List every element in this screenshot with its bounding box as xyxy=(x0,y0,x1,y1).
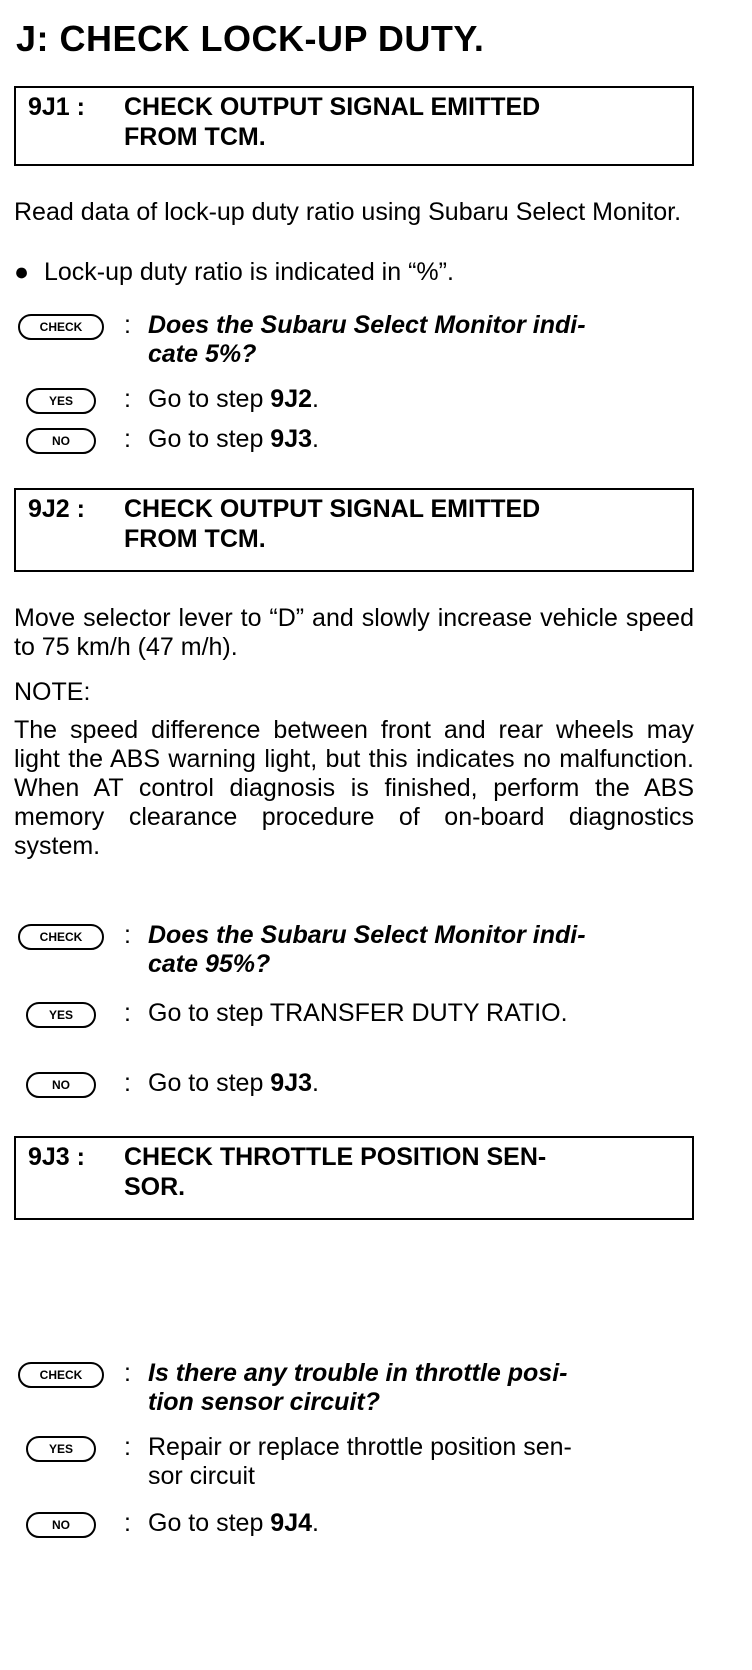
yes-answer: Go to step TRANSFER DUTY RATIO. xyxy=(148,999,568,1027)
step-id: 9J2 : xyxy=(28,495,85,523)
answer-text: . xyxy=(312,385,319,413)
answer-line: sor circuit xyxy=(148,1462,255,1490)
instruction-text: Move selector lever to “D” and slowly increase vehicle speed to 75 km/h (47 m/h). xyxy=(14,604,694,661)
step-link[interactable]: 9J3 xyxy=(270,425,313,453)
step-title-line: FROM TCM. xyxy=(124,123,266,151)
step-header-9j1 xyxy=(14,86,694,166)
check-row xyxy=(18,1359,698,1426)
bullet-text: Lock-up duty ratio is indicated in “%”. xyxy=(44,258,454,286)
colon: : xyxy=(124,1069,131,1097)
no-answer xyxy=(148,1509,708,1538)
colon: : xyxy=(124,1509,131,1537)
step-title xyxy=(124,494,682,554)
answer-text: . xyxy=(312,425,319,453)
note-label: NOTE: xyxy=(14,678,91,706)
question-line: cate 5%? xyxy=(148,340,257,368)
step-title xyxy=(124,92,682,152)
no-row xyxy=(18,1509,698,1546)
check-badge-icon: CHECK xyxy=(18,314,104,340)
no-badge-icon: NO xyxy=(26,1512,96,1538)
step-link[interactable]: 9J4 xyxy=(270,1509,313,1537)
step-title xyxy=(124,1142,682,1202)
yes-row xyxy=(18,999,698,1036)
yes-badge-icon: YES xyxy=(26,1002,96,1028)
page-title: J: CHECK LOCK-UP DUTY. xyxy=(16,18,485,59)
question-line: Does the Subaru Select Monitor indi- xyxy=(148,921,586,949)
yes-badge-icon: YES xyxy=(26,1436,96,1462)
yes-badge-icon: YES xyxy=(26,388,96,414)
step-title-line: SOR. xyxy=(124,1173,186,1201)
step-link[interactable]: 9J2 xyxy=(270,385,313,413)
step-header-9j3 xyxy=(14,1136,694,1220)
yes-row xyxy=(18,385,698,422)
check-question xyxy=(148,311,708,369)
yes-answer xyxy=(148,385,708,414)
check-question xyxy=(148,1359,708,1417)
check-row xyxy=(18,311,698,378)
step-title-line: FROM TCM. xyxy=(124,525,266,553)
check-badge-icon: CHECK xyxy=(18,924,104,950)
answer-text: Go to step xyxy=(148,425,271,453)
answer-line: Repair or replace throttle position sen- xyxy=(148,1433,572,1461)
bullet-dot-icon: ● xyxy=(14,258,30,286)
colon: : xyxy=(124,425,131,453)
step-title-line: CHECK OUTPUT SIGNAL EMITTED xyxy=(124,93,541,121)
step-id: 9J3 : xyxy=(28,1143,85,1171)
answer-text: Go to step xyxy=(148,1069,271,1097)
check-question xyxy=(148,921,708,979)
step-id: 9J1 : xyxy=(28,93,85,121)
no-badge-icon: NO xyxy=(26,428,96,454)
answer-text: . xyxy=(312,1509,319,1537)
no-answer xyxy=(148,425,708,454)
question-line: cate 95%? xyxy=(148,950,271,978)
question-line: Is there any trouble in throttle posi- xyxy=(148,1359,568,1387)
step-link[interactable]: 9J3 xyxy=(270,1069,313,1097)
instruction-text: Read data of lock-up duty ratio using Subaru Select Monitor. xyxy=(14,198,682,226)
answer-text: . xyxy=(312,1069,319,1097)
no-badge-icon: NO xyxy=(26,1072,96,1098)
check-row xyxy=(18,921,698,988)
note-text: The speed difference between front and rear wheels may light the ABS warning light, but this indicates no malfunction. When AT control diagnosis is finished, perform the ABS memory clearance procedure of on-board diagnostics system. xyxy=(14,716,694,860)
answer-text: Go to step xyxy=(148,1509,271,1537)
colon: : xyxy=(124,1433,131,1461)
colon: : xyxy=(124,1359,131,1387)
no-row xyxy=(18,425,698,462)
answer-text: Go to step xyxy=(148,385,271,413)
no-answer xyxy=(148,1069,708,1098)
yes-answer xyxy=(148,1433,708,1491)
step-title-line: CHECK THROTTLE POSITION SEN- xyxy=(124,1143,547,1171)
yes-row xyxy=(18,1433,698,1500)
colon: : xyxy=(124,311,131,339)
no-row xyxy=(18,1069,698,1106)
question-line: tion sensor circuit? xyxy=(148,1388,380,1416)
bullet-item xyxy=(14,258,454,287)
step-title-line: CHECK OUTPUT SIGNAL EMITTED xyxy=(124,495,541,523)
colon: : xyxy=(124,385,131,413)
step-header-9j2 xyxy=(14,488,694,572)
question-line: Does the Subaru Select Monitor indi- xyxy=(148,311,586,339)
check-badge-icon: CHECK xyxy=(18,1362,104,1388)
colon: : xyxy=(124,999,131,1027)
colon: : xyxy=(124,921,131,949)
